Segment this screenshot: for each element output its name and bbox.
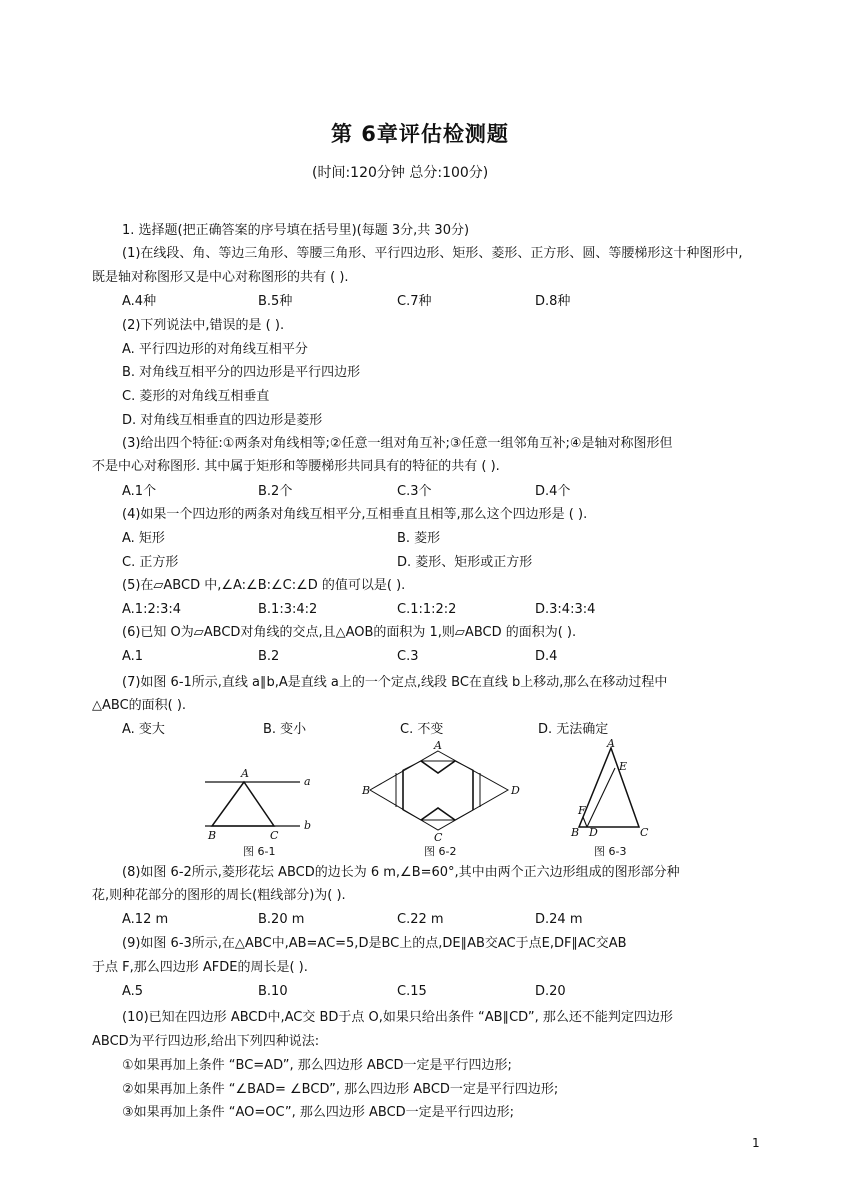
q8-option-b: B.20 m	[258, 912, 305, 927]
q9-option-c: C.15	[397, 984, 427, 999]
fig3-label-e: E	[619, 760, 628, 773]
q2-option-a: A. 平行四边形的对角线互相平分	[122, 342, 308, 357]
q10-statement-3: ③如果再加上条件 “AO=OC”, 那么四边形 ABCD一定是平行四边形;	[122, 1105, 515, 1120]
q3-option-c: C.3个	[397, 484, 432, 499]
triangle-abc	[212, 782, 274, 826]
q2-option-d: D. 对角线互相垂直的四边形是菱形	[122, 413, 323, 428]
fig1-label-a: A	[241, 767, 249, 780]
page-number: 1	[752, 1136, 760, 1150]
q2-stem: (2)下列说法中,错误的是 ( ).	[122, 318, 285, 333]
q6-option-d: D.4	[535, 649, 558, 664]
q7-option-c: C. 不变	[400, 722, 444, 737]
q7-option-a: A. 变大	[122, 722, 165, 737]
figure-6-2	[360, 740, 520, 845]
figure-6-1	[200, 765, 330, 845]
q5-option-c: C.1:1:2:2	[397, 602, 457, 617]
page-title: 第 6章评估检测题	[331, 122, 509, 146]
fig1-label-line-b: b	[304, 819, 312, 832]
q9-line1: (9)如图 6-3所示,在△ABC中,AB=AC=5,D是BC上的点,DE∥AB交AC于点E,DF∥AC交AB	[122, 936, 627, 951]
fig2-label-c: C	[434, 831, 443, 844]
q6-stem: (6)已知 O为▱ABCD对角线的交点,且△AOB的面积为 1,则▱ABCD 的面积为( ).	[122, 625, 577, 640]
q1-option-c: C.7种	[397, 294, 432, 309]
q4-option-c: C. 正方形	[122, 555, 179, 570]
q9-option-d: D.20	[535, 984, 566, 999]
q1-option-b: B.5种	[258, 294, 293, 309]
q3-line2: 不是中心对称图形. 其中属于矩形和等腰梯形共同具有的特征的共有 ( ).	[92, 459, 500, 474]
q3-option-a: A.1个	[122, 484, 157, 499]
q5-option-d: D.3:4:3:4	[535, 602, 596, 617]
q8-line2: 花,则种花部分的图形的周长(粗线部分)为( ).	[92, 888, 346, 903]
q8-option-a: A.12 m	[122, 912, 169, 927]
q4-option-d: D. 菱形、矩形或正方形	[397, 555, 533, 570]
q7-option-d: D. 无法确定	[538, 722, 609, 737]
page-subtitle: (时间:120分钟 总分:100分)	[312, 165, 489, 181]
fig3-caption: 图 6-3	[594, 845, 627, 858]
q9-line2: 于点 F,那么四边形 AFDE的周长是( ).	[92, 960, 308, 975]
q9-option-b: B.10	[258, 984, 288, 999]
q1-line1: (1)在线段、角、等边三角形、等腰三角形、平行四边形、矩形、菱形、正方形、圆、等腰梯形这十种图形中,	[122, 246, 743, 261]
q1-option-d: D.8种	[535, 294, 571, 309]
q10-statement-1: ①如果再加上条件 “BC=AD”, 那么四边形 ABCD一定是平行四边形;	[122, 1058, 512, 1073]
q6-option-a: A.1	[122, 649, 144, 664]
hex-top-notch	[421, 761, 455, 773]
q8-option-d: D.24 m	[535, 912, 583, 927]
q1-line2: 既是轴对称图形又是中心对称图形的共有 ( ).	[92, 270, 349, 285]
q5-stem: (5)在▱ABCD 中,∠A:∠B:∠C:∠D 的值可以是( ).	[122, 578, 406, 593]
q3-option-b: B.2个	[258, 484, 293, 499]
q1-option-a: A.4种	[122, 294, 157, 309]
q2-option-c: C. 菱形的对角线互相垂直	[122, 389, 270, 404]
q10-statement-2: ②如果再加上条件 “∠BAD= ∠BCD”, 那么四边形 ABCD一定是平行四边形;	[122, 1082, 559, 1097]
fig2-label-d: D	[511, 784, 520, 797]
fig3-label-c: C	[640, 826, 649, 839]
q5-option-a: A.1:2:3:4	[122, 602, 182, 617]
figure-6-3	[565, 738, 660, 843]
q4-stem: (4)如果一个四边形的两条对角线互相平分,互相垂直且相等,那么这个四边形是 ( ).	[122, 507, 588, 522]
q10-line2: ABCD为平行四边形,给出下列四种说法:	[92, 1034, 320, 1049]
fig2-label-a: A	[434, 740, 442, 752]
rhombus-abcd	[370, 751, 508, 830]
q4-option-b: B. 菱形	[397, 531, 441, 546]
triangle-abc	[579, 748, 639, 827]
fig3-label-a: A	[607, 738, 615, 750]
q2-option-b: B. 对角线互相平分的四边形是平行四边形	[122, 365, 361, 380]
q8-option-c: C.22 m	[397, 912, 444, 927]
q9-option-a: A.5	[122, 984, 144, 999]
q3-option-d: D.4个	[535, 484, 571, 499]
q6-option-c: C.3	[397, 649, 419, 664]
q3-line1: (3)给出四个特征:①两条对角线相等;②任意一组对角互补;③任意一组邻角互补;④是轴对称图形但	[122, 436, 673, 451]
section-heading: 1. 选择题(把正确答案的序号填在括号里)(每题 3分,共 30分)	[122, 223, 470, 238]
fig1-label-line-a: a	[304, 775, 311, 788]
q7-line1: (7)如图 6-1所示,直线 a∥b,A是直线 a上的一个定点,线段 BC在直线 b上移动,那么在移动过程中	[122, 675, 668, 690]
q5-option-b: B.1:3:4:2	[258, 602, 318, 617]
q7-option-b: B. 变小	[263, 722, 307, 737]
q7-line2: △ABC的面积( ).	[92, 698, 187, 713]
fig3-label-d: D	[589, 826, 598, 839]
q6-option-b: B.2	[258, 649, 280, 664]
fig3-label-f: F	[578, 804, 586, 817]
fig1-caption: 图 6-1	[243, 845, 276, 858]
segment-df	[583, 817, 587, 827]
q4-option-a: A. 矩形	[122, 531, 165, 546]
fig3-label-b: B	[571, 826, 580, 839]
q8-line1: (8)如图 6-2所示,菱形花坛 ABCD的边长为 6 m,∠B=60°,其中由两个正六边形组成的图形部分种	[122, 865, 680, 880]
fig2-caption: 图 6-2	[424, 845, 457, 858]
fig2-label-b: B	[362, 784, 371, 797]
hex-bottom-notch	[421, 808, 455, 820]
fig1-label-c: C	[270, 829, 279, 842]
hexagon-frame	[403, 761, 473, 820]
fig1-label-b: B	[208, 829, 217, 842]
q10-line1: (10)已知在四边形 ABCD中,AC交 BD于点 O,如果只给出条件 “AB∥CD”, 那么还不能判定四边形	[122, 1010, 673, 1025]
